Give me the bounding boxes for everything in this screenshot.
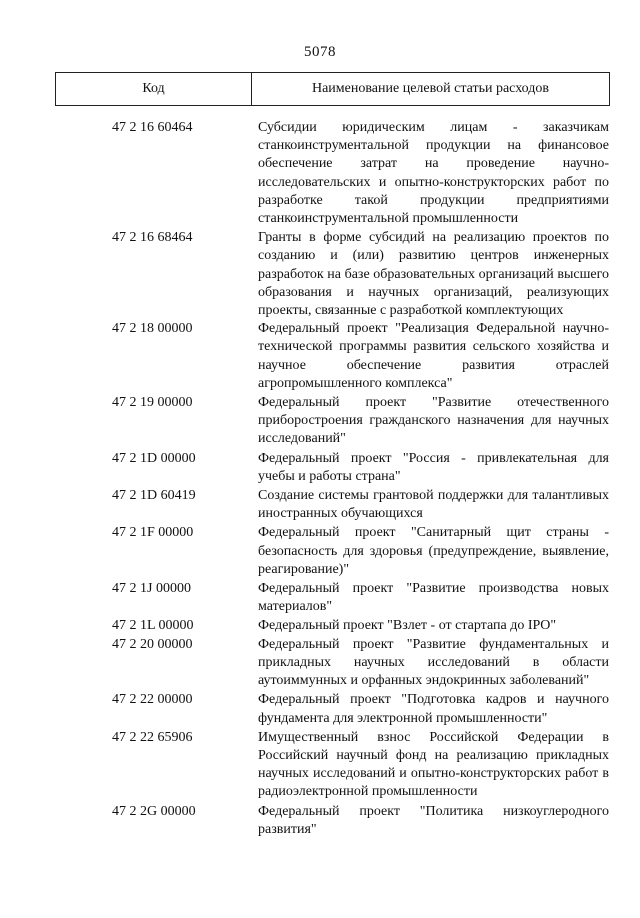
row-code: 47 2 1F 00000 — [112, 525, 194, 541]
row-code: 47 2 1J 00000 — [112, 581, 191, 597]
table-row — [0, 320, 640, 393]
row-description: Имущественный взнос Российской Федерации в Российский научный фонд на реализацию прикладных научных исследований и опытно-конструкторских работ в радиоэлектронной промышленности — [258, 729, 609, 800]
table-row — [0, 636, 640, 691]
row-description: Федеральный проект "Развитие производства новых материалов" — [258, 581, 609, 615]
page-number: 5078 — [304, 44, 336, 60]
row-code: 47 2 22 00000 — [112, 692, 193, 708]
row-description: Субсидии юридическим лицам - заказчикам станкоинструментальной продукции на финансовое обеспечение затрат на проведение научно-исследовательских и опытно-конструкторских работ по разработке такой продукции предприятиями станкоинструментальной промышленности — [258, 120, 609, 227]
table-header — [55, 72, 610, 106]
row-code: 47 2 20 00000 — [112, 636, 193, 652]
row-description: Федеральный проект "Подготовка кадров и научного фундамента для электронной промышленности" — [258, 692, 609, 726]
table-row — [0, 729, 640, 802]
row-description: Федеральный проект "Развитие отечественного приборостроения гражданского назначения для научных исследований" — [258, 395, 609, 447]
row-description: Федеральный проект "Санитарный щит страны - безопасность для здоровья (предупреждение, выявление, реагирование)" — [258, 525, 609, 577]
row-description: Федеральный проект "Политика низкоуглеродного развития" — [258, 803, 609, 837]
row-code: 47 2 2G 00000 — [112, 803, 196, 819]
table-row — [0, 229, 640, 320]
header-name-column: Наименование целевой статьи расходов — [311, 81, 550, 96]
header-code-column: Код — [56, 73, 252, 105]
table-row — [0, 803, 640, 839]
row-code: 47 2 1L 00000 — [112, 618, 194, 634]
table-row — [0, 691, 640, 727]
row-description: Федеральный проект "Взлет - от стартапа до IPO" — [258, 618, 557, 634]
row-code: 47 2 1D 00000 — [112, 450, 196, 466]
table-row — [0, 394, 640, 449]
row-description: Гранты в форме субсидий на реализацию проектов по созданию и (или) развитию центров инженерных разработок на базе образовательных организаций высшего образования и научных организаций, реализующих проекты, связанные с разработкой комплектующих — [258, 230, 609, 319]
table-row — [0, 617, 640, 635]
row-description: Федеральный проект "Реализация Федеральной научно-технической программы развития сельского хозяйства и научное обеспечение развития отраслей агропромышленного комплекса" — [258, 321, 609, 391]
row-code: 47 2 16 68464 — [112, 230, 193, 246]
row-description: Создание системы грантовой поддержки для талантливых иностранных обучающихся — [258, 488, 609, 522]
row-code: 47 2 19 00000 — [112, 395, 193, 411]
table-row — [0, 580, 640, 616]
table-row — [0, 487, 640, 523]
row-description: Федеральный проект "Развитие фундаментальных и прикладных научных исследований в области аутоиммунных и орфанных эндокринных заболеваний" — [258, 636, 609, 689]
table-row — [0, 524, 640, 579]
row-code: 47 2 18 00000 — [112, 321, 193, 337]
row-code: 47 2 1D 60419 — [112, 488, 196, 504]
row-code: 47 2 22 65906 — [112, 729, 193, 745]
table-row — [0, 450, 640, 486]
table-row — [0, 119, 640, 228]
table-body — [0, 119, 640, 839]
row-description: Федеральный проект "Россия - привлекательная для учебы и работы страна" — [258, 450, 609, 484]
row-code: 47 2 16 60464 — [112, 120, 193, 135]
